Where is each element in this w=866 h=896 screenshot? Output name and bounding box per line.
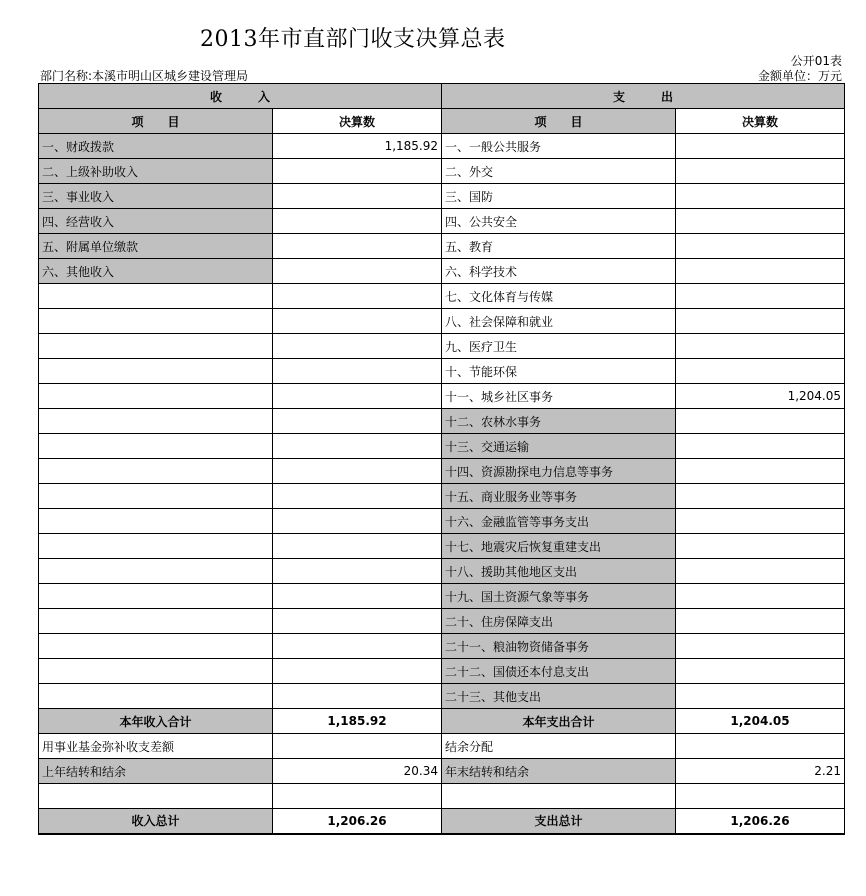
income-grand-total-label: 收入总计 [39,809,273,834]
table-row [39,509,845,534]
expense-grand-total-label: 支出总计 [442,809,676,834]
income-item-cell: 二、上级补助收入 [39,159,273,184]
department-name: 部门名称:本溪市明山区城乡建设管理局 [40,69,249,83]
table-row [39,584,845,609]
expense-item-header: 项 目 [442,109,676,134]
income-year-total-amount: 1,185.92 [273,709,442,734]
table-row [39,159,845,184]
expense-amount-cell [676,734,845,759]
expense-item-cell [442,784,676,809]
expense-amount-cell [676,459,845,484]
table-row [39,309,845,334]
income-item-cell [39,584,273,609]
income-item-cell: 五、附属单位缴款 [39,234,273,259]
expense-amount-cell [676,409,845,434]
expense-section-header: 支 出 [442,84,845,109]
income-amount-cell [273,784,442,809]
income-amount-cell: 20.34 [273,759,442,784]
expense-amount-cell [676,209,845,234]
expense-item-cell: 十五、商业服务业等事务 [442,484,676,509]
income-amount-cell [273,459,442,484]
expense-item-cell: 十七、地震灾后恢复重建支出 [442,534,676,559]
expense-amount-cell [676,634,845,659]
income-item-cell [39,509,273,534]
expense-amount-cell [676,784,845,809]
expense-item-cell: 四、公共安全 [442,209,676,234]
income-item-cell [39,359,273,384]
expense-amount-cell [676,259,845,284]
expense-amount-cell [676,284,845,309]
income-item-cell: 用事业基金弥补收支差额 [39,734,273,759]
income-item-cell: 一、财政拨款 [39,134,273,159]
expense-amount-cell [676,609,845,634]
income-item-cell [39,384,273,409]
income-amount-cell [273,159,442,184]
income-amount-cell [273,359,442,384]
income-item-cell: 四、经营收入 [39,209,273,234]
expense-amount-cell [676,584,845,609]
income-amount-cell [273,634,442,659]
expense-item-cell: 十二、农林水事务 [442,409,676,434]
expense-item-cell: 三、国防 [442,184,676,209]
table-row [39,384,845,409]
income-amount-cell [273,234,442,259]
table-row [39,634,845,659]
income-section-header: 收 入 [39,84,442,109]
income-item-cell [39,334,273,359]
expense-item-cell: 九、医疗卫生 [442,334,676,359]
expense-amount-cell [676,334,845,359]
year-total-row [39,709,845,734]
expense-amount-cell [676,559,845,584]
expense-amount-cell [676,684,845,709]
expense-item-cell: 十四、资源勘探电力信息等事务 [442,459,676,484]
income-amount-cell [273,584,442,609]
income-item-cell: 三、事业收入 [39,184,273,209]
expense-item-cell: 十一、城乡社区事务 [442,384,676,409]
expense-amount-cell: 2.21 [676,759,845,784]
income-item-cell [39,484,273,509]
income-item-header: 项 目 [39,109,273,134]
table-row [39,209,845,234]
expense-item-cell: 二十、住房保障支出 [442,609,676,634]
income-amount-cell [273,734,442,759]
income-item-cell [39,659,273,684]
table-row [39,734,845,759]
report-title: 2013年市直部门收支决算总表 [200,27,506,52]
table-row [39,334,845,359]
expense-amount-cell [676,234,845,259]
income-amount-cell [273,259,442,284]
expense-item-cell: 六、科学技术 [442,259,676,284]
income-amount-cell [273,209,442,234]
expense-item-cell: 二十一、粮油物资储备事务 [442,634,676,659]
expense-item-cell: 二十二、国债还本付息支出 [442,659,676,684]
table-body [39,84,845,834]
table-row [39,784,845,809]
income-item-cell [39,309,273,334]
income-amount-cell: 1,185.92 [273,134,442,159]
expense-item-cell: 八、社会保障和就业 [442,309,676,334]
section-header-row [39,84,845,109]
table-row [39,609,845,634]
table-row [39,484,845,509]
expense-item-cell: 十九、国土资源气象等事务 [442,584,676,609]
table-row [39,284,845,309]
income-item-cell [39,459,273,484]
income-amount-cell [273,184,442,209]
grand-total-row [39,809,845,834]
expense-item-cell: 年末结转和结余 [442,759,676,784]
income-item-cell: 六、其他收入 [39,259,273,284]
table-row [39,759,845,784]
expense-item-cell: 十八、援助其他地区支出 [442,559,676,584]
income-item-cell: 上年结转和结余 [39,759,273,784]
income-amount-cell [273,409,442,434]
income-item-cell [39,634,273,659]
budget-summary-table [38,83,845,835]
income-amount-cell [273,434,442,459]
income-amount-cell [273,609,442,634]
table-row [39,684,845,709]
table-row [39,184,845,209]
expense-grand-total-amount: 1,206.26 [676,809,845,834]
expense-amount-cell: 1,204.05 [676,384,845,409]
table-row [39,134,845,159]
income-item-cell [39,409,273,434]
expense-item-cell: 七、文化体育与传媒 [442,284,676,309]
income-amount-cell [273,559,442,584]
income-amount-cell [273,534,442,559]
expense-amount-cell [676,534,845,559]
table-row [39,559,845,584]
income-amount-cell [273,309,442,334]
expense-amount-cell [676,159,845,184]
table-row [39,659,845,684]
expense-item-cell: 十六、金融监管等事务支出 [442,509,676,534]
expense-item-cell: 一、一般公共服务 [442,134,676,159]
column-header-row [39,109,845,134]
expense-item-cell: 五、教育 [442,234,676,259]
table-row [39,409,845,434]
expense-item-cell: 十、节能环保 [442,359,676,384]
expense-amount-cell [676,484,845,509]
income-item-cell [39,684,273,709]
income-item-cell [39,284,273,309]
income-amount-cell [273,684,442,709]
income-amount-cell [273,484,442,509]
expense-item-cell: 结余分配 [442,734,676,759]
income-amount-header: 决算数 [273,109,442,134]
income-amount-cell [273,334,442,359]
income-amount-cell [273,509,442,534]
table-row [39,234,845,259]
table-row [39,259,845,284]
expense-amount-cell [676,509,845,534]
table-row [39,534,845,559]
income-item-cell [39,784,273,809]
expense-amount-cell [676,184,845,209]
expense-year-total-label: 本年支出合计 [442,709,676,734]
form-number: 公开01表 [790,54,842,68]
expense-item-cell: 二、外交 [442,159,676,184]
expense-amount-cell [676,309,845,334]
amount-unit: 金额单位：万元 [757,69,842,83]
table-row [39,459,845,484]
income-amount-cell [273,384,442,409]
expense-amount-header: 决算数 [676,109,845,134]
income-item-cell [39,559,273,584]
expense-item-cell: 十三、交通运输 [442,434,676,459]
table-row [39,359,845,384]
income-grand-total-amount: 1,206.26 [273,809,442,834]
income-item-cell [39,609,273,634]
income-amount-cell [273,659,442,684]
expense-amount-cell [676,659,845,684]
income-amount-cell [273,284,442,309]
expense-amount-cell [676,134,845,159]
expense-amount-cell [676,359,845,384]
expense-year-total-amount: 1,204.05 [676,709,845,734]
income-item-cell [39,534,273,559]
table-row [39,434,845,459]
expense-item-cell: 二十三、其他支出 [442,684,676,709]
income-item-cell [39,434,273,459]
expense-amount-cell [676,434,845,459]
income-year-total-label: 本年收入合计 [39,709,273,734]
